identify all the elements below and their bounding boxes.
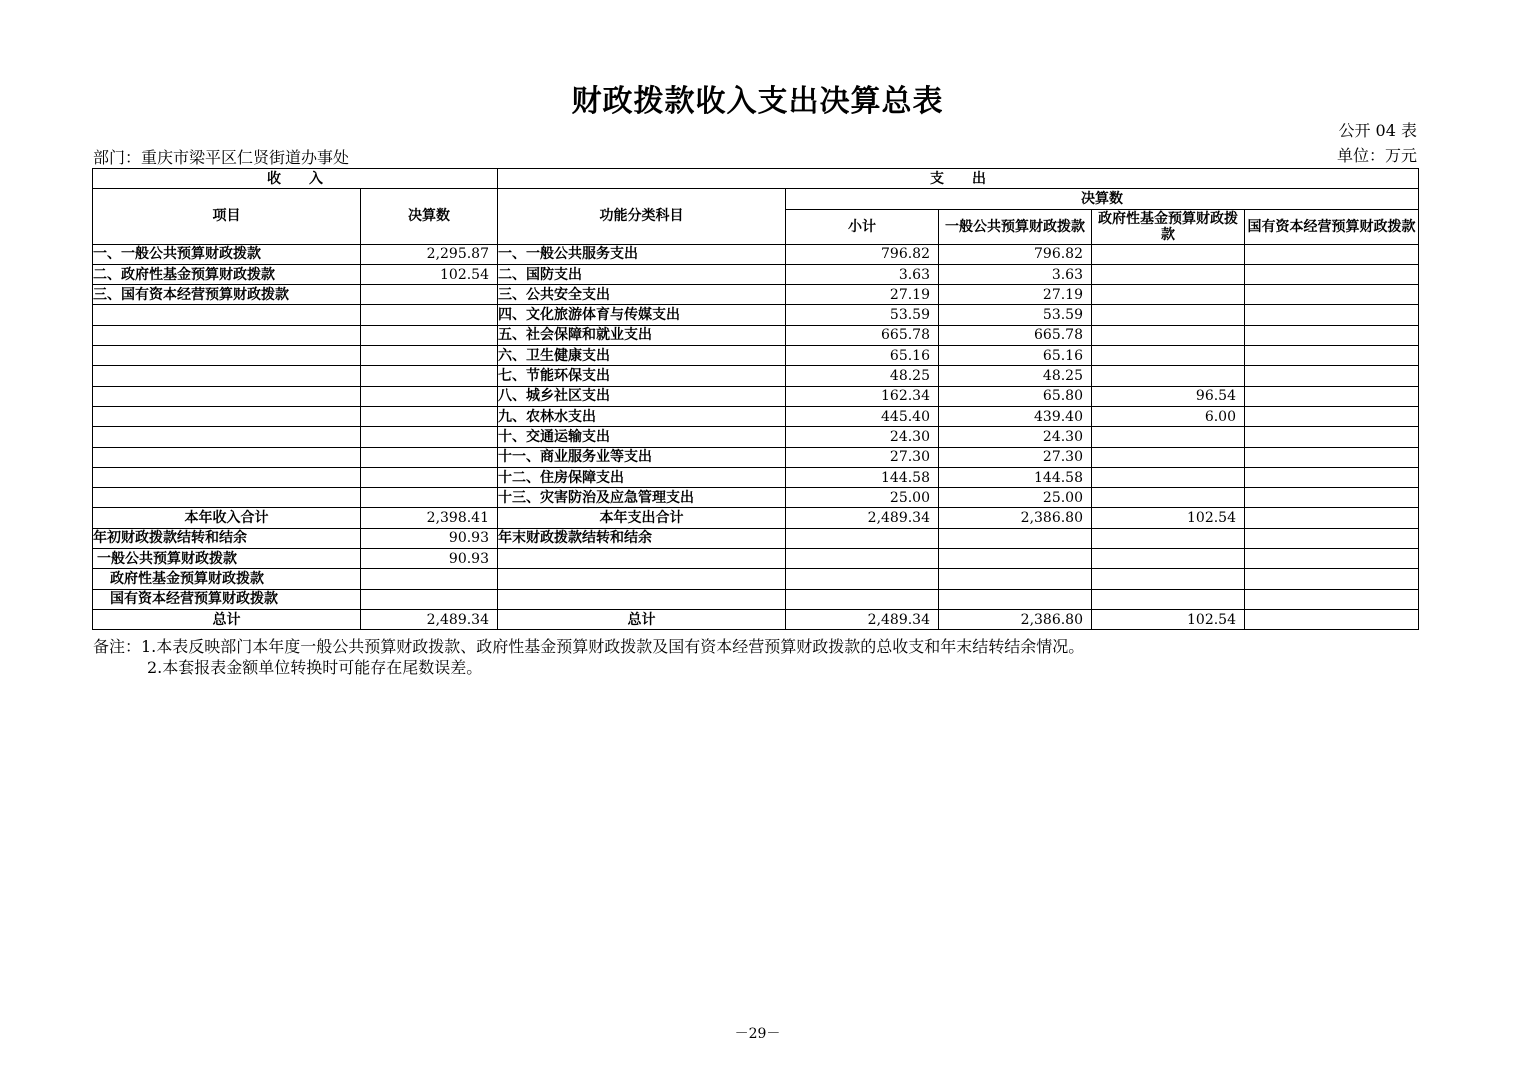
subtotal-cell: 53.59 — [786, 305, 939, 325]
subtotal-cell: 3.63 — [786, 264, 939, 284]
general-budget-cell — [939, 528, 1092, 548]
table-row — [93, 325, 1419, 345]
income-item-cell — [93, 386, 361, 406]
income-item-cell: 一般公共预算财政拨款 — [93, 549, 361, 569]
expense-total-label: 本年支出合计 — [498, 508, 786, 528]
carryover-row — [93, 569, 1419, 589]
subtotal-cell: 144.58 — [786, 467, 939, 487]
state-capital-cell — [1245, 427, 1419, 447]
table-row — [93, 366, 1419, 386]
function-class-header: 功能分类科目 — [498, 189, 786, 244]
unit-label: 单位：万元 — [1336, 146, 1417, 165]
state-capital-cell — [1245, 386, 1419, 406]
state-capital-cell — [1245, 528, 1419, 548]
state-capital-cell — [1245, 589, 1419, 609]
expense-item-cell: 十二、住房保障支出 — [498, 467, 786, 487]
expense-item-cell: 年末财政拨款结转和结余 — [498, 528, 786, 548]
income-amount-cell — [361, 346, 498, 366]
income-amount-cell — [361, 589, 498, 609]
table-row — [93, 244, 1419, 264]
income-item-cell — [93, 305, 361, 325]
subtotal-cell: 24.30 — [786, 427, 939, 447]
income-item-cell: 政府性基金预算财政拨款 — [93, 569, 361, 589]
income-amount-cell — [361, 447, 498, 467]
expense-item-cell — [498, 569, 786, 589]
state-capital-cell — [1245, 508, 1419, 528]
table-row — [93, 488, 1419, 508]
state-capital-cell — [1245, 285, 1419, 305]
general-budget-cell: 27.19 — [939, 285, 1092, 305]
grand-total-row — [93, 609, 1419, 629]
income-item-cell — [93, 447, 361, 467]
income-item-cell: 国有资本经营预算财政拨款 — [93, 589, 361, 609]
note-line-2: 2.本套报表金额单位转换时可能存在尾数误差。 — [147, 658, 483, 677]
gov-fund-cell — [1092, 325, 1245, 345]
income-item-cell — [93, 427, 361, 447]
general-budget-cell: 144.58 — [939, 467, 1092, 487]
income-total-amount: 2,398.41 — [361, 508, 498, 528]
general-budget-cell — [939, 589, 1092, 609]
income-amount-cell — [361, 386, 498, 406]
expense-item-cell: 五、社会保障和就业支出 — [498, 325, 786, 345]
general-budget-cell: 3.63 — [939, 264, 1092, 284]
state-capital-cell — [1245, 244, 1419, 264]
subtotal-cell: 796.82 — [786, 244, 939, 264]
budget-summary-table — [92, 168, 1419, 630]
state-capital-cell — [1245, 549, 1419, 569]
header-row-1 — [93, 169, 1419, 189]
table-row — [93, 406, 1419, 426]
income-amount-cell — [361, 285, 498, 305]
subtotal-cell: 65.16 — [786, 346, 939, 366]
state-capital-cell — [1245, 305, 1419, 325]
item-header: 项目 — [93, 189, 361, 244]
year-total-row — [93, 508, 1419, 528]
income-item-cell — [93, 467, 361, 487]
table-row — [93, 264, 1419, 284]
state-capital-cell — [1245, 447, 1419, 467]
income-amount-cell — [361, 406, 498, 426]
expense-item-cell: 六、卫生健康支出 — [498, 346, 786, 366]
general-budget-cell: 48.25 — [939, 366, 1092, 386]
gov-fund-cell — [1092, 366, 1245, 386]
expense-item-cell: 一、一般公共服务支出 — [498, 244, 786, 264]
income-item-cell — [93, 325, 361, 345]
expense-item-cell: 三、公共安全支出 — [498, 285, 786, 305]
income-grand-total-label: 总计 — [93, 609, 361, 629]
income-amount-cell: 2,295.87 — [361, 244, 498, 264]
subtotal-cell — [786, 528, 939, 548]
carryover-row — [93, 549, 1419, 569]
gov-fund-cell: 96.54 — [1092, 386, 1245, 406]
final-amount-header: 决算数 — [786, 189, 1419, 209]
general-budget-cell — [939, 569, 1092, 589]
income-amount-cell — [361, 427, 498, 447]
amount-header: 决算数 — [361, 189, 498, 244]
table-row — [93, 427, 1419, 447]
gov-fund-cell — [1092, 569, 1245, 589]
general-budget-cell: 65.16 — [939, 346, 1092, 366]
income-item-cell: 二、政府性基金预算财政拨款 — [93, 264, 361, 284]
gov-fund-cell — [1092, 346, 1245, 366]
table-row — [93, 386, 1419, 406]
subtotal-cell: 162.34 — [786, 386, 939, 406]
department-label: 部门：重庆市梁平区仁贤街道办事处 — [93, 148, 350, 167]
general-budget-cell: 2,386.80 — [939, 609, 1092, 629]
subtotal-cell: 27.30 — [786, 447, 939, 467]
income-grand-total-amount: 2,489.34 — [361, 609, 498, 629]
subtotal-cell: 25.00 — [786, 488, 939, 508]
expense-header: 支 出 — [498, 169, 1419, 189]
income-amount-cell: 90.93 — [361, 528, 498, 548]
table-row — [93, 305, 1419, 325]
gov-fund-cell: 6.00 — [1092, 406, 1245, 426]
subtotal-cell: 2,489.34 — [786, 609, 939, 629]
notes — [93, 636, 1084, 678]
general-budget-cell: 2,386.80 — [939, 508, 1092, 528]
general-budget-cell: 25.00 — [939, 488, 1092, 508]
table-row — [93, 467, 1419, 487]
gov-fund-cell: 102.54 — [1092, 609, 1245, 629]
subtotal-cell: 665.78 — [786, 325, 939, 345]
income-item-cell: 年初财政拨款结转和结余 — [93, 528, 361, 548]
expense-item-cell: 十、交通运输支出 — [498, 427, 786, 447]
expense-item-cell: 十三、灾害防治及应急管理支出 — [498, 488, 786, 508]
table-row — [93, 285, 1419, 305]
table-row — [93, 447, 1419, 467]
page-number: －29－ — [734, 1026, 781, 1042]
form-number: 公开 04 表 — [1338, 121, 1417, 140]
expense-item-cell: 八、城乡社区支出 — [498, 386, 786, 406]
gov-fund-cell — [1092, 285, 1245, 305]
subtotal-cell: 445.40 — [786, 406, 939, 426]
gov-fund-cell — [1092, 427, 1245, 447]
table-row — [93, 346, 1419, 366]
carryover-row — [93, 528, 1419, 548]
gov-fund-cell — [1092, 549, 1245, 569]
general-budget-cell: 24.30 — [939, 427, 1092, 447]
expense-item-cell: 十一、商业服务业等支出 — [498, 447, 786, 467]
general-budget-header: 一般公共预算财政拨款 — [939, 209, 1092, 244]
subtotal-cell — [786, 569, 939, 589]
general-budget-cell: 53.59 — [939, 305, 1092, 325]
state-capital-cell — [1245, 346, 1419, 366]
state-capital-header: 国有资本经营预算财政拨款 — [1245, 209, 1419, 244]
general-budget-cell: 665.78 — [939, 325, 1092, 345]
income-item-cell: 三、国有资本经营预算财政拨款 — [93, 285, 361, 305]
state-capital-cell — [1245, 366, 1419, 386]
gov-fund-cell — [1092, 264, 1245, 284]
income-amount-cell — [361, 569, 498, 589]
state-capital-cell — [1245, 325, 1419, 345]
income-amount-cell — [361, 366, 498, 386]
state-capital-cell — [1245, 569, 1419, 589]
gov-fund-cell: 102.54 — [1092, 508, 1245, 528]
gov-fund-cell — [1092, 467, 1245, 487]
general-budget-cell: 27.30 — [939, 447, 1092, 467]
general-budget-cell: 65.80 — [939, 386, 1092, 406]
general-budget-cell — [939, 549, 1092, 569]
gov-fund-cell — [1092, 447, 1245, 467]
expense-item-cell — [498, 549, 786, 569]
subtotal-cell — [786, 549, 939, 569]
income-amount-cell: 90.93 — [361, 549, 498, 569]
expense-item-cell: 四、文化旅游体育与传媒支出 — [498, 305, 786, 325]
subtotal-header: 小计 — [786, 209, 939, 244]
state-capital-cell — [1245, 406, 1419, 426]
expense-item-cell: 九、农林水支出 — [498, 406, 786, 426]
income-item-cell — [93, 406, 361, 426]
gov-fund-cell — [1092, 244, 1245, 264]
income-amount-cell — [361, 467, 498, 487]
expense-item-cell: 七、节能环保支出 — [498, 366, 786, 386]
state-capital-cell — [1245, 609, 1419, 629]
general-budget-cell: 796.82 — [939, 244, 1092, 264]
header-row-2 — [93, 189, 1419, 209]
subtotal-cell — [786, 589, 939, 609]
income-amount-cell: 102.54 — [361, 264, 498, 284]
income-item-cell — [93, 346, 361, 366]
income-amount-cell — [361, 325, 498, 345]
subtotal-cell: 27.19 — [786, 285, 939, 305]
expense-item-cell — [498, 589, 786, 609]
income-header: 收 入 — [93, 169, 498, 189]
gov-fund-cell — [1092, 528, 1245, 548]
income-amount-cell — [361, 488, 498, 508]
gov-fund-cell — [1092, 488, 1245, 508]
page-title: 财政拨款收入支出决算总表 — [571, 84, 944, 119]
gov-fund-cell — [1092, 589, 1245, 609]
gov-fund-cell — [1092, 305, 1245, 325]
state-capital-cell — [1245, 264, 1419, 284]
income-item-cell — [93, 366, 361, 386]
carryover-row — [93, 589, 1419, 609]
income-item-cell — [93, 488, 361, 508]
expense-item-cell: 二、国防支出 — [498, 264, 786, 284]
income-amount-cell — [361, 305, 498, 325]
subtotal-cell: 2,489.34 — [786, 508, 939, 528]
gov-fund-header: 政府性基金预算财政拨款 — [1092, 209, 1245, 244]
expense-grand-total-label: 总计 — [498, 609, 786, 629]
state-capital-cell — [1245, 488, 1419, 508]
subtotal-cell: 48.25 — [786, 366, 939, 386]
state-capital-cell — [1245, 467, 1419, 487]
general-budget-cell: 439.40 — [939, 406, 1092, 426]
income-total-label: 本年收入合计 — [93, 508, 361, 528]
note-line-1: 备注：1.本表反映部门本年度一般公共预算财政拨款、政府性基金预算财政拨款及国有资本经营预算财政拨款的总收支和年末结转结余情况。 — [93, 637, 1085, 656]
income-item-cell: 一、一般公共预算财政拨款 — [93, 244, 361, 264]
